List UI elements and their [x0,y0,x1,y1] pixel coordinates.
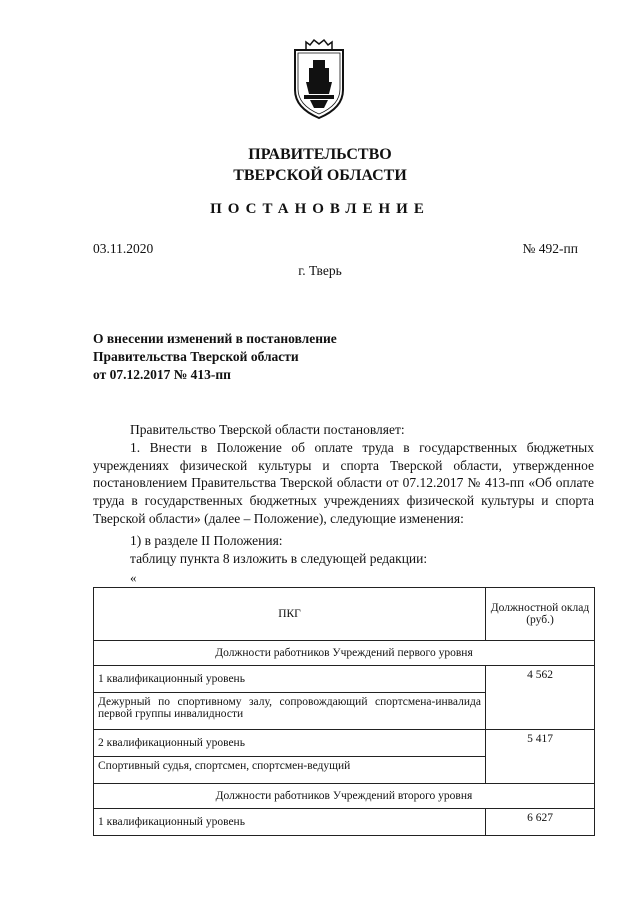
document-type: ПОСТАНОВЛЕНИЕ [210,201,430,217]
subitem-1-paragraph: 1) в разделе II Положения: [130,533,283,548]
government-line-1: ПРАВИТЕЛЬСТВО [248,146,392,163]
salary-value: 6 627 [486,809,595,836]
document-subject [93,330,337,384]
subject-line-1: О внесении изменений в постановление [93,331,337,346]
table-row [94,730,595,757]
table-row [94,784,595,809]
subject-line-2: Правительства Тверской области [93,349,299,364]
level-label: 1 квалификационный уровень [94,666,486,693]
document-number: № 492-пп [522,241,578,256]
header-salary: Должностной оклад (руб.) [486,588,595,641]
salary-value: 4 562 [486,666,595,730]
table-row [94,666,595,693]
subitem-1-text: таблицу пункта 8 изложить в следующей редакции: [130,551,428,566]
jobs-list: Дежурный по спортивному залу, сопровождающий спортсмена-инвалида первой группы инвалидности [94,693,486,730]
group-2-title: Должности работников Учреждений второго уровня [94,784,595,809]
header-pkg: ПКГ [94,588,486,641]
opening-quote: « [130,570,137,585]
table-row [94,641,595,666]
level-label: 2 квалификационный уровень [94,730,486,757]
document-date: 03.11.2020 [93,241,154,256]
table-header-row [94,588,595,641]
salary-table [93,587,595,836]
intro-paragraph: Правительство Тверской области постановляет: [130,422,405,437]
salary-value: 5 417 [486,730,595,784]
coat-of-arms-icon [292,38,346,120]
government-line-2: ТВЕРСКОЙ ОБЛАСТИ [233,167,407,184]
document-city: г. Тверь [298,263,342,278]
group-1-title: Должности работников Учреждений первого уровня [94,641,595,666]
government-title [0,144,640,186]
jobs-list: Спортивный судья, спортсмен, спортсмен-ведущий [94,757,486,784]
subject-line-3: от 07.12.2017 № 413-пп [93,367,231,382]
item-1-paragraph: 1. Внести в Положение об оплате труда в государственных бюджетных учреждениях физической культуры и спорта Тверской области, утвержденное постановлением Правительства Тверской области от 07.12.2017 № 413-пп «Об оплате труда в государственных бюджетных учреждениях физической культуры и спорта Тверской области» (далее – Положение), следующие изменения: [93,440,594,526]
table-row [94,809,595,836]
level-label: 1 квалификационный уровень [94,809,486,836]
